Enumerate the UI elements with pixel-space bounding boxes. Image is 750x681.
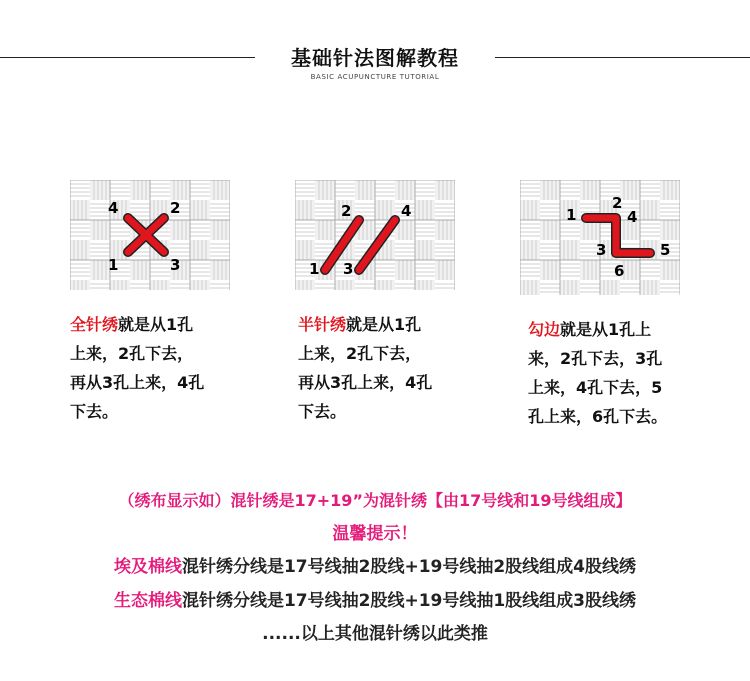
hole-label-4: 4 <box>627 208 638 226</box>
hole-label-3: 3 <box>596 241 607 259</box>
warm-tip-heading: 温馨提示！ <box>332 523 418 544</box>
egypt-cotton-note <box>0 551 750 585</box>
desc-line: 再从3孔上来，4孔 <box>298 373 433 392</box>
analogy-note: ......以上其他混针绣以此类推 <box>262 624 488 644</box>
full-stitch-diagram <box>70 180 230 290</box>
desc-line: 下去。 <box>298 402 347 421</box>
hole-label-1: 1 <box>108 256 119 274</box>
half-stitch-diagram <box>295 180 455 290</box>
desc-line: 上来，4孔下去，5 <box>528 378 663 397</box>
desc-line: 上来，2孔下去， <box>298 344 422 363</box>
egypt-cotton-label: 埃及棉线 <box>113 557 182 577</box>
desc-line: 再从3孔上来，4孔 <box>70 373 205 392</box>
hole-label-6: 6 <box>614 262 625 280</box>
fabric-weave <box>520 180 680 295</box>
hole-label-3: 3 <box>343 260 354 278</box>
hole-label-2: 2 <box>341 202 352 220</box>
desc-line: 就是从1孔上 <box>560 320 652 339</box>
desc-line: 下去。 <box>70 402 119 421</box>
hole-label-1: 1 <box>309 260 320 278</box>
page-subtitle: BASIC ACUPUNCTURE TUTORIAL <box>310 73 440 81</box>
desc-line: 来，2孔下去，3孔 <box>528 349 663 368</box>
hole-label-3: 3 <box>170 256 181 274</box>
full-stitch-description <box>70 310 270 426</box>
stitch-term: 半针绣 <box>298 315 347 334</box>
desc-line: 就是从1孔 <box>118 315 194 334</box>
eco-cotton-text: 混针绣分线是17号线抽2股线+19号线抽1股线组成3股线绣 <box>181 590 637 611</box>
half-stitch-description <box>298 310 498 426</box>
desc-line: 上来，2孔下去， <box>70 344 194 363</box>
hole-label-2: 2 <box>612 194 623 212</box>
stitch-term: 全针绣 <box>70 315 119 334</box>
desc-line: 孔上来，6孔下去。 <box>528 407 668 426</box>
desc-line: 就是从1孔 <box>346 315 422 334</box>
hole-label-2: 2 <box>170 199 181 217</box>
backstitch-diagram <box>520 180 680 295</box>
hole-label-5: 5 <box>660 241 671 259</box>
backstitch-description <box>528 315 728 431</box>
stitch-term: 勾边 <box>528 320 561 339</box>
hole-label-1: 1 <box>566 206 577 224</box>
hole-label-4: 4 <box>108 199 119 217</box>
egypt-cotton-text: 混针绣分线是17号线抽2股线+19号线抽2股线组成4股线绣 <box>181 557 637 577</box>
notes-section <box>0 484 750 652</box>
eco-cotton-note <box>0 585 750 619</box>
hole-label-4: 4 <box>401 202 412 220</box>
page-title: 基础针法图解教程 <box>291 46 459 70</box>
mixed-stitch-note: （绣布显示如）混针绣是17+19”为混针绣【由17号线和19号线组成】 <box>118 491 632 510</box>
eco-cotton-label: 生态棉线 <box>113 590 182 611</box>
